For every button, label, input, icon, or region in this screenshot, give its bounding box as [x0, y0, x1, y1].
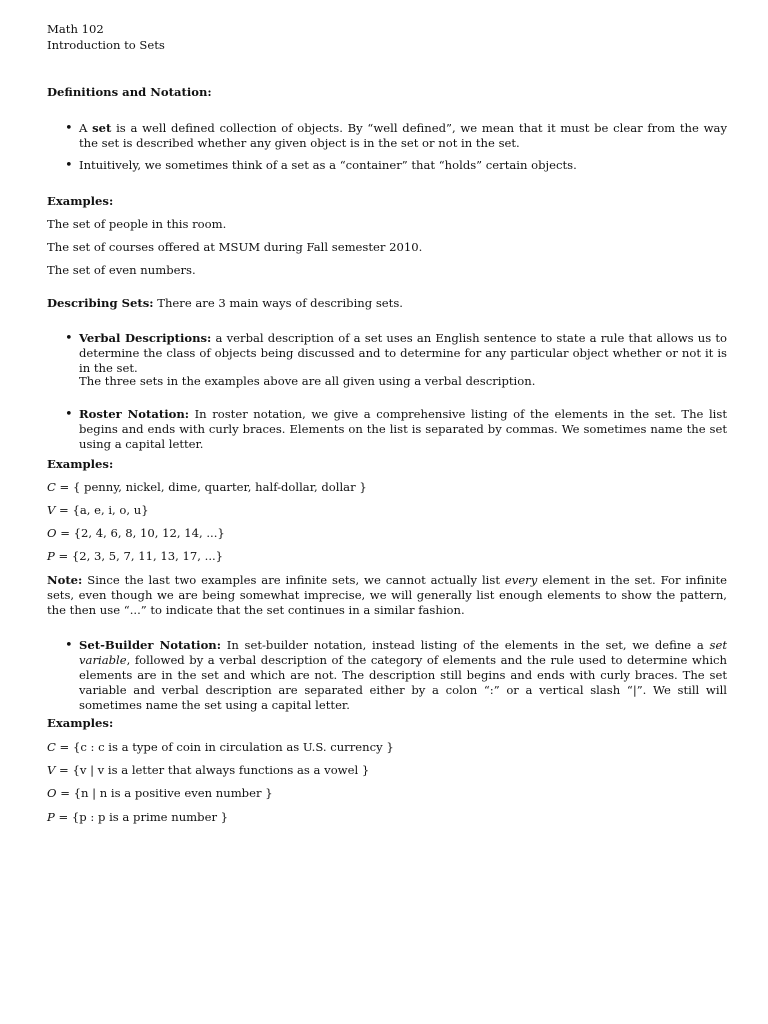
- set-builder-example: O = {n | n is a positive even number }: [47, 786, 273, 800]
- bullet-icon: [65, 331, 75, 346]
- bullet-icon: [65, 407, 75, 422]
- document-subtitle: Introduction to Sets: [47, 38, 165, 52]
- roster-example: P = {2, 3, 5, 7, 11, 13, 17, ...}: [47, 549, 224, 563]
- bullet-icon: [65, 638, 75, 653]
- course-title: Math 102: [47, 22, 104, 36]
- bullet-icon: [65, 158, 75, 173]
- roster-notation-title: Roster Notation:: [79, 407, 190, 421]
- set-builder-example: C = {c : c is a type of coin in circulation as U.S. currency }: [47, 740, 394, 754]
- example-item: The set of courses offered at MSUM during Fall semester 2010.: [47, 240, 423, 254]
- roster-example: C = { penny, nickel, dime, quarter, half-dollar, dollar }: [47, 480, 367, 494]
- set-builder-bullet: • Set-Builder Notation: In set-builder notation, instead listing of the elements in the set, we define a set variable, followed by a verbal description of the category of elements and the rule used to determine which elements are in the set and which are not. The description still begins and ends with curly braces. The set variable and verbal description are separated either by a colon “:” or a vertical slash “|”. We still will sometimes name the set using a capital letter.: [65, 638, 727, 713]
- verbal-description-note: The three sets in the examples above are all given using a verbal description.: [79, 374, 536, 388]
- examples-heading-3: Examples:: [47, 716, 114, 730]
- roster-example: O = {2, 4, 6, 8, 10, 12, 14, ...}: [47, 526, 225, 540]
- verbal-description-title: Verbal Descriptions:: [79, 331, 212, 345]
- note-label: Note:: [47, 573, 83, 587]
- describing-sets-paragraph: Describing Sets: There are 3 main ways of describing sets.: [47, 296, 403, 310]
- bullet-icon: [65, 121, 75, 136]
- definition-bullet-set: • A set is a well defined collection of objects. By “well defined”, we mean that it must be clear from the way the set is described whether any given object is in the set or not in the set.: [65, 121, 727, 151]
- set-builder-example: P = {p : p is a prime number }: [47, 810, 229, 824]
- term-set: set: [92, 121, 112, 135]
- roster-notation-bullet: • Roster Notation: In roster notation, we give a comprehensive listing of the elements in the set. The list begins and ends with curly braces. Elements on the list is separated by commas. We sometimes name the set using a capital letter.: [65, 407, 727, 452]
- set-builder-title: Set-Builder Notation:: [79, 638, 222, 652]
- note-paragraph: Note: Since the last two examples are infinite sets, we cannot actually list every element in the set. For infinite sets, even though we are being somewhat imprecise, we will generally list enough elements to show the pattern, the then use “...” to indicate that the set continues in a similar fashion.: [47, 573, 728, 617]
- examples-heading-2: Examples:: [47, 457, 114, 471]
- definition-bullet-container: • Intuitively, we sometimes think of a set as a “container” that “holds” certain objects.: [65, 158, 727, 173]
- describing-sets-heading: Describing Sets:: [47, 296, 154, 310]
- example-item: The set of people in this room.: [47, 217, 227, 231]
- examples-heading-1: Examples:: [47, 194, 114, 208]
- definitions-heading: Definitions and Notation:: [47, 85, 212, 99]
- example-item: The set of even numbers.: [47, 263, 196, 277]
- verbal-description-bullet: • Verbal Descriptions: a verbal description of a set uses an English sentence to state a rule that allows us to determine the class of objects being discussed and to determine for any particular object whether or not it is in the set.: [65, 331, 727, 376]
- roster-example: V = {a, e, i, o, u}: [47, 503, 149, 517]
- set-builder-example: V = {v | v is a letter that always functions as a vowel }: [47, 763, 370, 777]
